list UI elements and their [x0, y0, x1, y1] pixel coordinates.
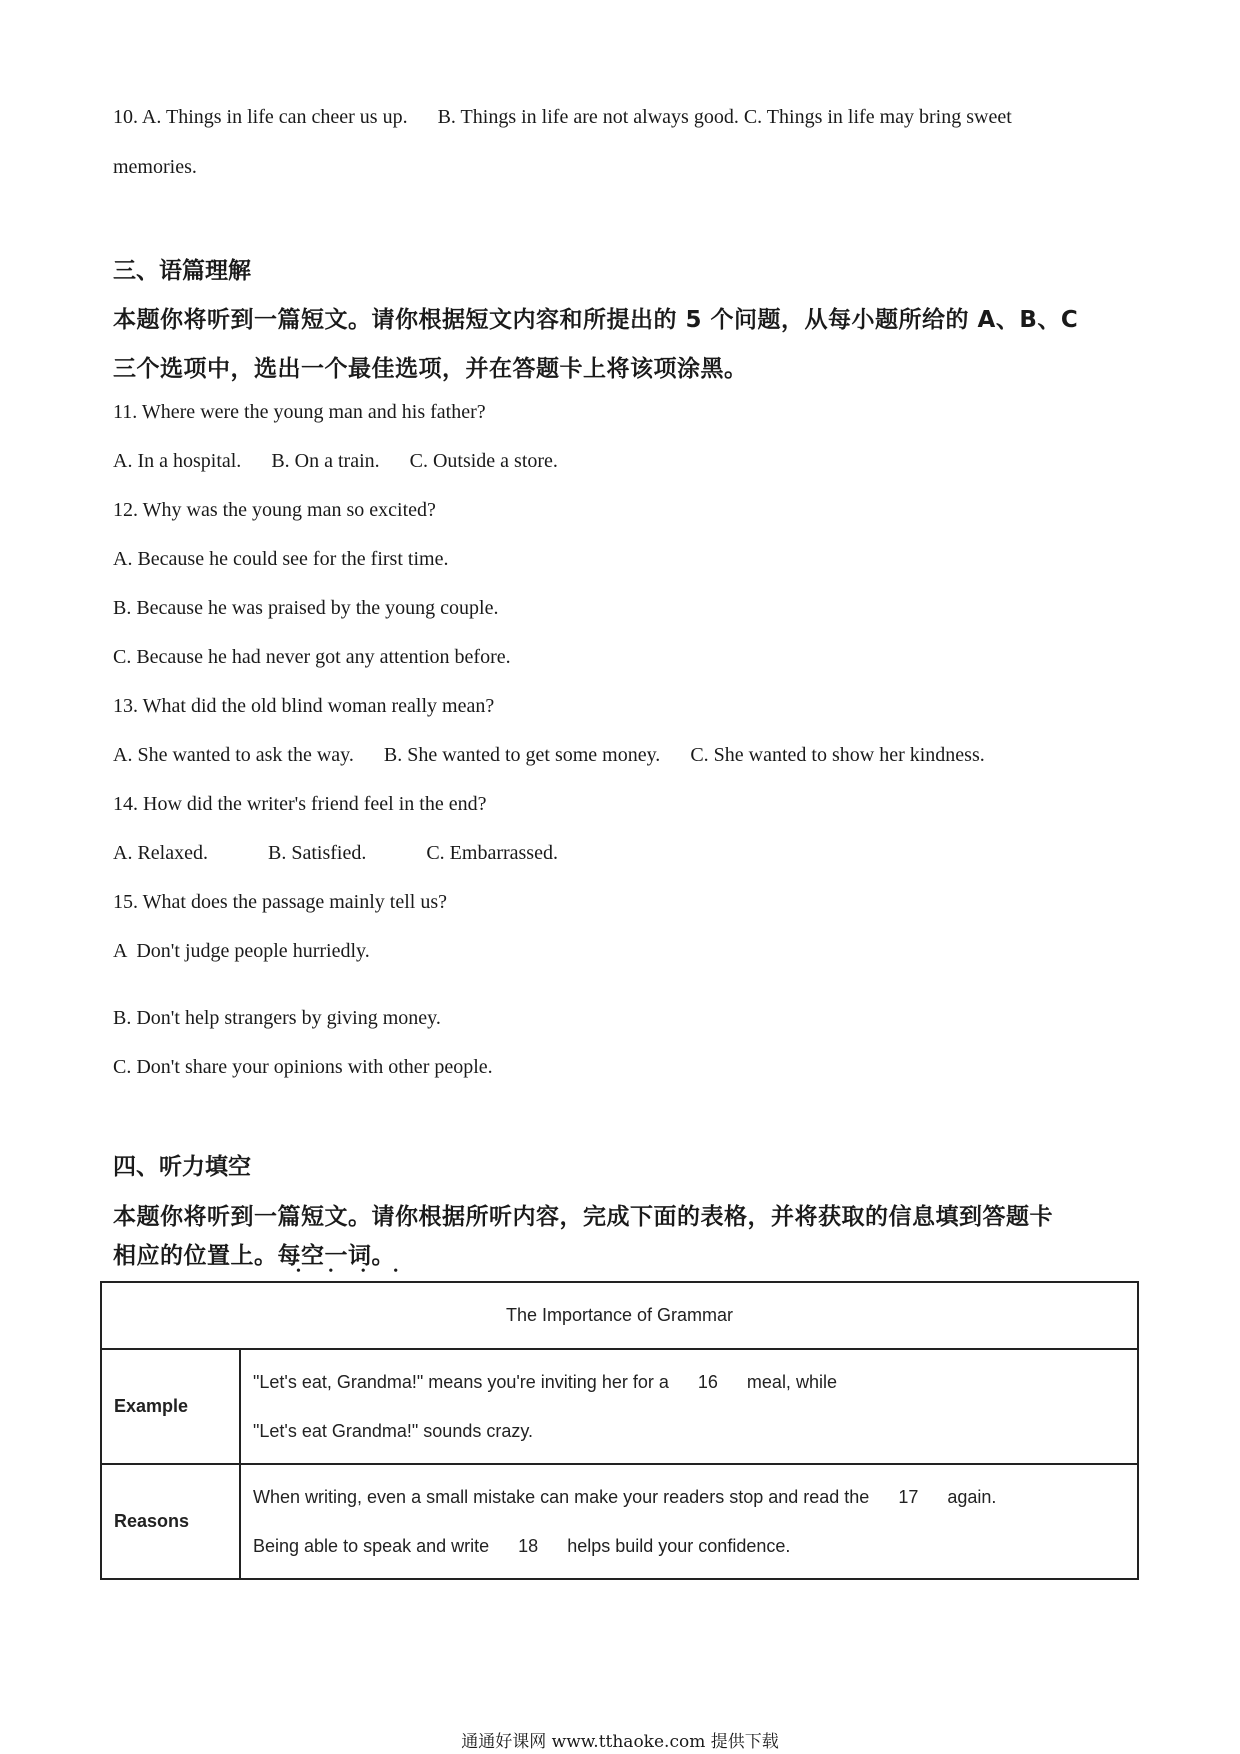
reasons-cell [240, 1464, 1138, 1579]
question-15-stem: 15. What does the passage mainly tell us? [113, 891, 447, 913]
question-10-continuation: memories. [113, 156, 197, 178]
question-12-stem: 12. Why was the young man so excited? [113, 499, 436, 521]
grammar-table [100, 1281, 1139, 1580]
reasons-label: Reasons [101, 1464, 240, 1579]
example-line-1-pre: "Let's eat, Grandma!" means you're inviting her for a [253, 1371, 669, 1392]
footer-source: 通通好课网 www.tthaoke.com 提供下载 [461, 1732, 779, 1752]
question-10-line [113, 106, 1012, 129]
example-line-1 [253, 1358, 1136, 1407]
example-line-1-post: meal, while [746, 1371, 837, 1392]
question-11-options [113, 450, 558, 473]
question-14-stem: 14. How did the writer's friend feel in the end? [113, 793, 487, 815]
question-11-option-c: C. Outside a store. [409, 450, 558, 472]
section-4-heading: 四、听力填空 [113, 1154, 251, 1180]
reasons-line-2-post: helps build your confidence. [567, 1535, 791, 1556]
question-11-stem: 11. Where were the young man and his father? [113, 401, 486, 423]
question-14-options [113, 842, 558, 865]
question-14-option-a: A. Relaxed. [113, 842, 208, 864]
blank-17-number: 17 [898, 1486, 919, 1507]
question-13-stem: 13. What did the old blind woman really mean? [113, 695, 495, 717]
table-title: The Importance of Grammar [101, 1282, 1138, 1349]
example-cell [240, 1349, 1138, 1464]
blank-16-number: 16 [697, 1371, 718, 1392]
question-12-option-a: A. Because he could see for the first time. [113, 548, 449, 570]
blank-18 [494, 1522, 562, 1571]
question-13-options [113, 744, 985, 767]
question-14-option-b: B. Satisfied. [267, 842, 367, 864]
section-3-heading: 三、语篇理解 [113, 258, 251, 284]
question-13-option-c: C. She wanted to show her kindness. [690, 744, 985, 766]
question-10-option-b: B. Things in life are not always good. [437, 106, 739, 128]
question-11-option-b: B. On a train. [271, 450, 380, 472]
example-label: Example [101, 1349, 240, 1464]
reasons-line-1 [253, 1473, 1136, 1522]
question-11-option-a: A. In a hospital. [113, 450, 242, 472]
question-10-option-a: 10. A. Things in life can cheer us up. [113, 106, 408, 128]
blank-17 [874, 1473, 942, 1522]
question-13-option-a: A. She wanted to ask the way. [113, 744, 354, 766]
question-15-option-a: A Don't judge people hurriedly. [113, 940, 370, 962]
question-15-option-c: C. Don't share your opinions with other people. [113, 1056, 493, 1078]
reasons-line-1-pre: When writing, even a small mistake can make your readers stop and read the [253, 1486, 870, 1507]
section-4-instruction-line-2: 相应的位置上。每空一词。 [113, 1243, 395, 1269]
question-12-option-c: C. Because he had never got any attention before. [113, 646, 511, 668]
emphasis-dots: • • • • [296, 1264, 411, 1279]
question-12-option-b: B. Because he was praised by the young couple. [113, 597, 499, 619]
reasons-line-2 [253, 1522, 1136, 1571]
question-13-option-b: B. She wanted to get some money. [383, 744, 661, 766]
question-15-option-b: B. Don't help strangers by giving money. [113, 1007, 441, 1029]
reasons-line-1-post: again. [947, 1486, 997, 1507]
section-3-instruction-line-2: 三个选项中，选出一个最佳选项，并在答题卡上将该项涂黑。 [113, 356, 748, 382]
section-3-instruction-line-1: 本题你将听到一篇短文。请你根据短文内容和所提出的 5 个问题，从每小题所给的 A、B、C [113, 307, 1079, 333]
reasons-line-2-pre: Being able to speak and write [253, 1535, 490, 1556]
blank-18-number: 18 [518, 1535, 539, 1556]
example-line-2: "Let's eat Grandma!" sounds crazy. [253, 1420, 534, 1441]
blank-16 [674, 1358, 742, 1407]
section-4-instruction-line-1: 本题你将听到一篇短文。请你根据所听内容，完成下面的表格，并将获取的信息填到答题卡 [113, 1204, 1053, 1230]
question-14-option-c: C. Embarrassed. [426, 842, 558, 864]
question-10-option-c: C. Things in life may bring sweet [743, 106, 1012, 128]
